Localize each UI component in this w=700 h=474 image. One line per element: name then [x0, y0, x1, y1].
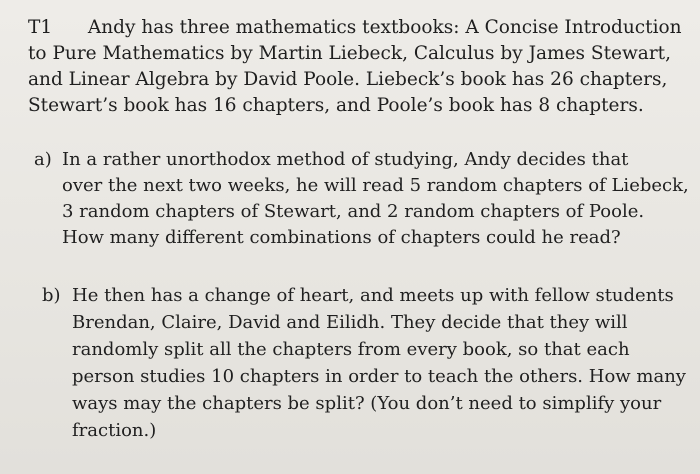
part-b-line-3: randomly split all the chapters from every book, so that each: [72, 339, 630, 360]
part-a-line-3: 3 random chapters of Stewart, and 2 random chapters of Poole.: [62, 201, 645, 222]
part-b-label: b): [42, 285, 61, 306]
problem-intro-line-4: Stewart’s book has 16 chapters, and Poole’s book has 8 chapters.: [28, 95, 644, 116]
problem-intro-line-2: to Pure Mathematics by Martin Liebeck, Calculus by James Stewart,: [28, 43, 671, 64]
part-a-line-4: How many different combinations of chapters could he read?: [62, 227, 621, 248]
problem-tag: T1: [28, 17, 53, 38]
part-b-line-5: ways may the chapters be split? (You don’t need to simplify your: [72, 393, 662, 414]
problem-intro-line-3: and Linear Algebra by David Poole. Liebeck’s book has 26 chapters,: [28, 69, 668, 90]
part-a-line-2: over the next two weeks, he will read 5 random chapters of Liebeck,: [62, 175, 689, 196]
part-a-line-1: In a rather unorthodox method of studying, Andy decides that: [62, 149, 629, 170]
part-b-line-1: He then has a change of heart, and meets up with fellow students: [72, 285, 674, 306]
part-b-line-4: person studies 10 chapters in order to teach the others. How many: [72, 366, 686, 387]
problem-intro-line-1: [28, 16, 682, 40]
problem-intro-text-1: Andy has three mathematics textbooks: A Concise Introduction: [87, 17, 682, 38]
part-b-line-6: fraction.): [72, 420, 157, 441]
part-a-label: a): [34, 149, 52, 170]
part-b-line-2: Brendan, Claire, David and Eilidh. They decide that they will: [72, 312, 628, 333]
